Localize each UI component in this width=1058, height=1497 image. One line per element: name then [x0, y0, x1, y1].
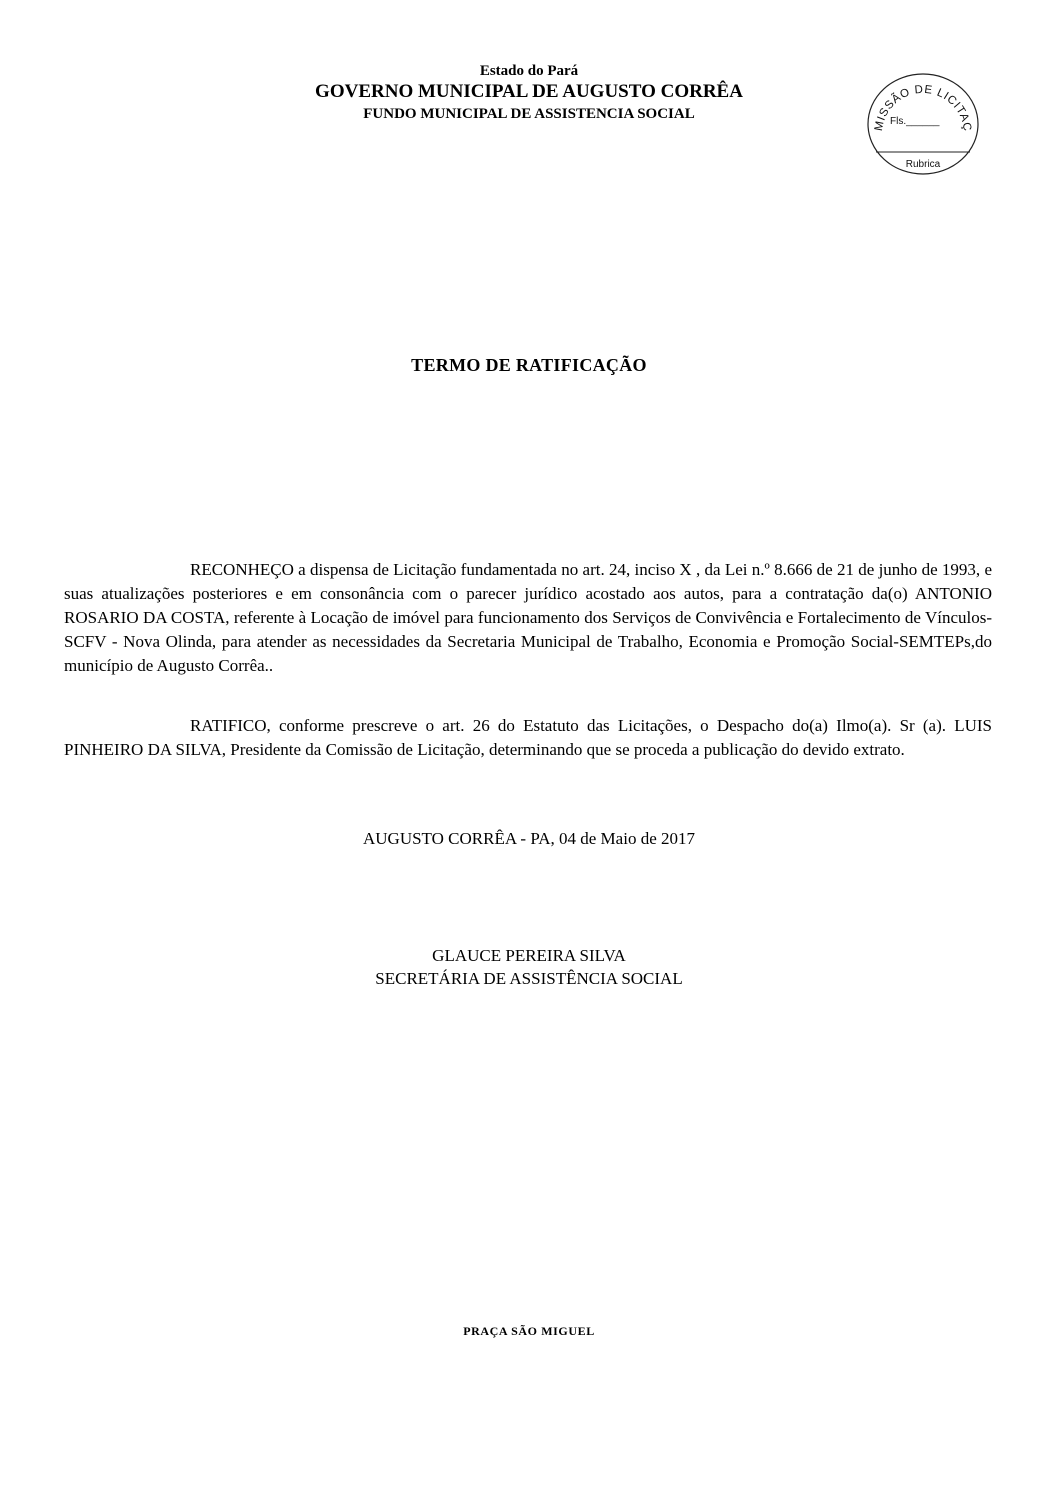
stamp-rubrica-label: Rubrica: [905, 159, 941, 170]
government-name: GOVERNO MUNICIPAL DE AUGUSTO CORRÊA: [315, 81, 743, 102]
signature-block: [0, 944, 1058, 990]
fund-name: FUNDO MUNICIPAL DE ASSISTENCIA SOCIAL: [363, 106, 695, 122]
commission-stamp: [866, 72, 980, 176]
signatory-role: SECRETÁRIA DE ASSISTÊNCIA SOCIAL: [375, 969, 683, 988]
ratification-paragraph: RATIFICO, conforme prescreve o art. 26 do Estatuto das Licitações, o Despacho do(a) Ilmo(a). Sr (a). LUIS PINHEIRO DA SILVA, Presidente da Comissão de Licitação, determinando que se proceda a publicação do devido extrato.: [64, 716, 992, 759]
place-and-date: AUGUSTO CORRÊA - PA, 04 de Maio de 2017: [363, 829, 695, 848]
footer-address: PRAÇA SÃO MIGUEL: [463, 1324, 595, 1338]
stamp-fls-label: Fls.______: [890, 116, 940, 127]
recognition-paragraph: RECONHEÇO a dispensa de Licitação fundamentada no art. 24, inciso X , da Lei n.º 8.666 de 21 de junho de 1993, e suas atualizações posteriores e em consonância com o parecer jurídico acostado aos autos, para a contratação da(o) ANTONIO ROSARIO DA COSTA, referente à Locação de imóvel para funcionamento dos Serviços de Convivência e Fortalecimento de Vínculos-SCFV - Nova Olinda, para atender as necessidades da Secretaria Municipal de Trabalho, Economia e Promoção Social-SEMTEPs,do município de Augusto Corrêa..: [64, 560, 992, 675]
state-name: Estado do Pará: [479, 63, 579, 79]
signatory-name: GLAUCE PEREIRA SILVA: [432, 946, 626, 965]
stamp-arc-text: MISSÃO DE LICITAÇ: [872, 83, 974, 133]
document-title: TERMO DE RATIFICAÇÃO: [411, 355, 647, 375]
